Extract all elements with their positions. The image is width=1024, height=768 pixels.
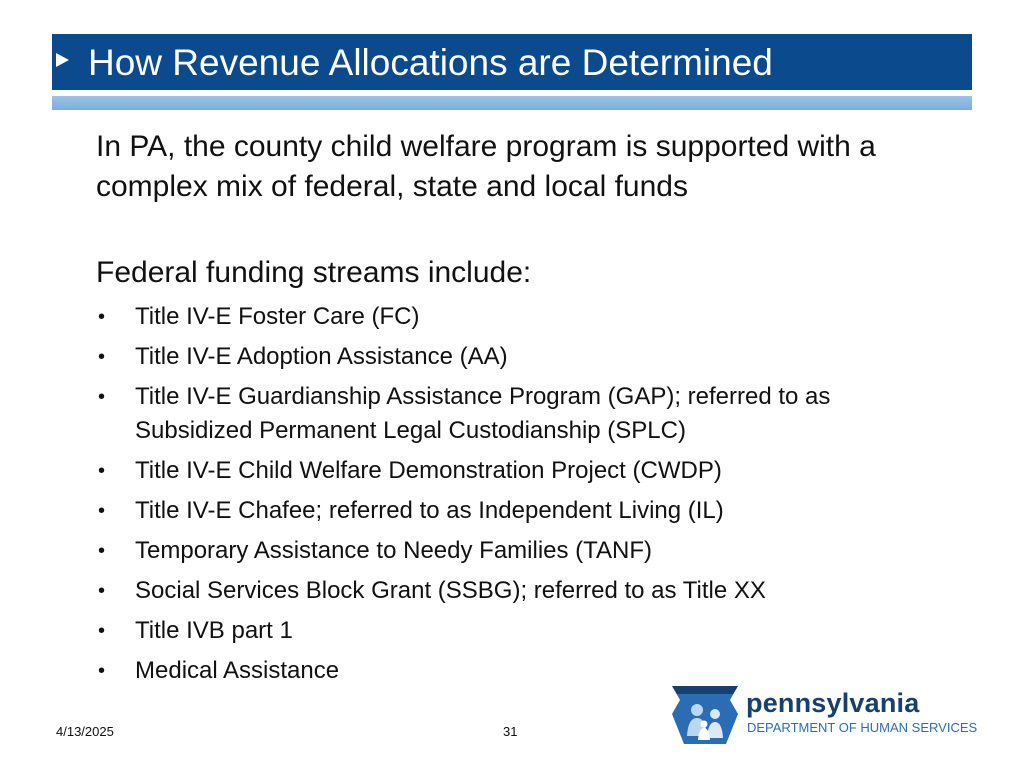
list-item-text: Title IV-E Child Welfare Demonstration Project (CWDP) bbox=[135, 457, 722, 484]
list-item-text: Title IVB part 1 bbox=[135, 617, 293, 644]
intro-paragraph: In PA, the county child welfare program is supported with a complex mix of federal, state and local funds bbox=[96, 130, 876, 203]
federal-funding-subhead: Federal funding streams include: bbox=[96, 256, 532, 289]
list-item-text: Medical Assistance bbox=[135, 657, 340, 684]
list-item-text: Social Services Block Grant (SSBG); referred to as Title XX bbox=[135, 577, 766, 604]
list-item-text: Temporary Assistance to Needy Families (TANF) bbox=[135, 537, 653, 564]
title-arrow-icon bbox=[56, 53, 69, 67]
bullet-icon: • bbox=[98, 580, 106, 602]
list-item bbox=[96, 574, 926, 608]
bullet-icon: • bbox=[98, 540, 106, 562]
list-item bbox=[96, 380, 926, 448]
list-item-text: Title IV-E Chafee; referred to as Independent Living (IL) bbox=[135, 497, 724, 524]
bullet-icon: • bbox=[98, 660, 106, 682]
bullet-icon: • bbox=[98, 620, 106, 642]
logo-department: DEPARTMENT OF HUMAN SERVICES bbox=[747, 720, 978, 735]
list-item bbox=[96, 340, 926, 374]
funding-streams-list bbox=[96, 300, 926, 694]
slide-title: How Revenue Allocations are Determined bbox=[88, 42, 773, 83]
bullet-icon: • bbox=[98, 460, 106, 482]
bullet-icon: • bbox=[98, 306, 106, 328]
list-item-text: Title IV-E Guardianship Assistance Program (GAP); referred to as Subsidized Permanent Legal Custodianship (SPLC) bbox=[135, 383, 831, 444]
bullet-icon: • bbox=[98, 346, 106, 368]
pa-dhs-logo bbox=[670, 680, 990, 746]
list-item bbox=[96, 300, 926, 334]
logo-wordmark: pennsylvania bbox=[746, 688, 920, 718]
bullet-icon: • bbox=[98, 500, 106, 522]
list-item bbox=[96, 534, 926, 568]
footer-date: 4/13/2025 bbox=[56, 724, 114, 739]
list-item bbox=[96, 494, 926, 528]
list-item bbox=[96, 614, 926, 648]
footer-page-number: 31 bbox=[503, 724, 518, 739]
list-item-text: Title IV-E Foster Care (FC) bbox=[135, 303, 420, 330]
title-underline-bar bbox=[52, 96, 972, 110]
bullet-icon: • bbox=[98, 386, 106, 408]
keystone-emblem-icon bbox=[670, 680, 740, 746]
list-item bbox=[96, 454, 926, 488]
list-item-text: Title IV-E Adoption Assistance (AA) bbox=[135, 343, 508, 370]
